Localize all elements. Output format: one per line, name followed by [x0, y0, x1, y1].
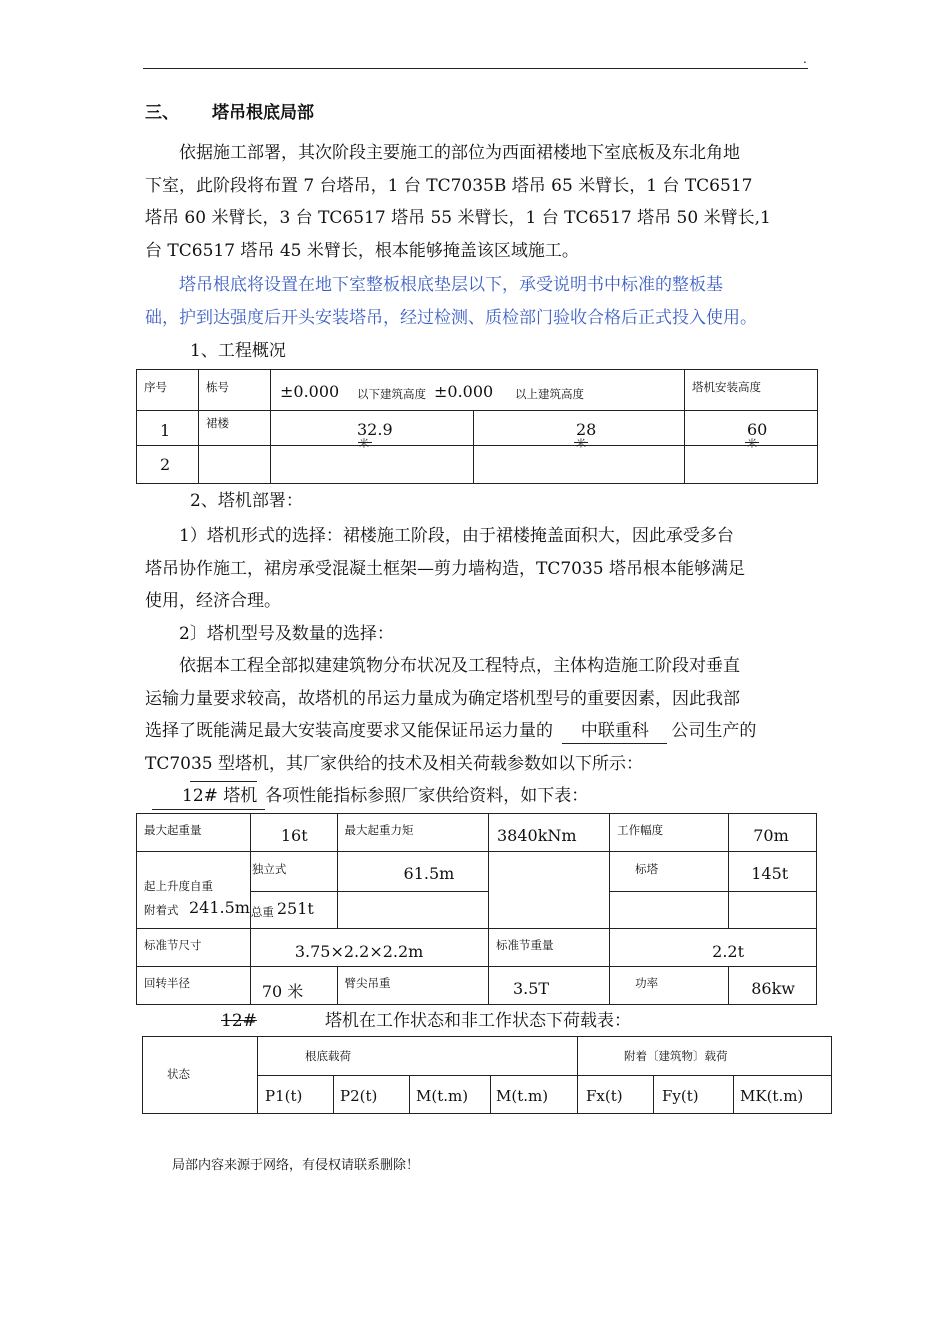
footer-note: 局部内容来源于网络，有侵权请联系删除！ — [172, 1158, 420, 1173]
p1-line: 塔吊 60 米臂长，3 台 TC6517 塔吊 55 米臂长，1 台 TC6517 塔吊 50 米臂长,1 — [145, 208, 771, 228]
paragraph-3 — [145, 520, 809, 618]
sec-size: 3.75×2.2×2.2m — [250, 929, 488, 967]
tip: 3.5T — [488, 967, 609, 1005]
range: 70m — [729, 814, 817, 852]
paragraph-6: 12# 塔机 各项性能指标参照厂家供给资料，如下表： — [152, 780, 812, 813]
col-fx: Fx(t) — [578, 1076, 654, 1114]
sec-weight: 2.2t — [610, 929, 817, 967]
attach-load-label: 附着〔建筑物〕载荷 — [578, 1037, 832, 1076]
col-p1: P1(t) — [258, 1076, 334, 1114]
p3-line: 1）塔机形式的选择：裙楼施工阶段，由于裙楼掩盖面积大，因此承受多台 — [179, 526, 734, 546]
std-val: 145t — [729, 852, 817, 892]
state-label: 状态 — [143, 1037, 258, 1114]
paragraph-1 — [145, 137, 809, 267]
crane-spec-table — [136, 813, 817, 1005]
p1-line: 台 TC6517 塔吊 45 米臂长，根本能够掩盖该区域施工。 — [145, 240, 579, 261]
row1-below: 32.9 米 — [271, 411, 474, 446]
th-no: 序号 — [137, 370, 199, 411]
row1-no: 1 — [137, 411, 199, 446]
free-val: 61.5m — [337, 852, 488, 892]
crane-number: 12# 塔机 — [152, 784, 265, 810]
th-crane-height: 塔机安装高度 — [685, 370, 818, 411]
blank-cell — [488, 852, 609, 929]
header-rule — [143, 68, 808, 69]
row1-building: 裙楼 — [199, 411, 271, 446]
project-overview-table — [136, 369, 818, 484]
max-moment: 3840kNm — [488, 814, 609, 852]
heading-deploy: 2、塔机部署： — [190, 491, 303, 511]
power: 86kw — [729, 967, 817, 1005]
heading-overview: 1、工程概况 — [190, 341, 286, 361]
section-title: 塔吊根底局部 — [212, 103, 314, 123]
std-label: 标塔 — [610, 852, 729, 892]
th-building: 栋号 — [199, 370, 271, 411]
section-number: 三、 — [145, 103, 179, 123]
max-moment-label: 最大起重力矩 — [337, 814, 488, 852]
max-load: 16t — [250, 814, 337, 852]
p3-line: 塔吊协作施工，裙房承受混凝土框架—剪力墙构造，TC7035 塔吊根本能够满足 — [145, 558, 746, 579]
paragraph-4: 2〕塔机型号及数量的选择： — [179, 624, 394, 644]
row2-below — [271, 446, 474, 484]
p5-line: 依据本工程全部拟建建筑物分布状况及工程特点，主体构造施工阶段对垂直 — [179, 656, 740, 676]
row2-no: 2 — [137, 446, 199, 484]
row1-above: 28 米 — [474, 411, 685, 446]
p2-line: 塔吊根底将设置在地下室整板根底垫层以下，承受说明书中标准的整板基 — [179, 275, 723, 295]
crane-number-2: 12# — [221, 1011, 257, 1031]
radius-label: 回转半径 — [137, 967, 251, 1005]
total-blank — [337, 892, 488, 929]
free-label: 独立式 — [250, 852, 337, 892]
p2-line: 础，护到达强度后开头安装塔吊，经过检测、质检部门验收合格后正式投入使用。 — [145, 307, 757, 328]
total-cell: 总重 251t — [250, 892, 337, 929]
header-dot: . — [803, 52, 807, 66]
paragraph-2 — [145, 269, 809, 334]
p5-line: 选择了既能满足最大安装高度要求又能保证吊运力量的 中联重科 公司生产的 — [145, 715, 809, 748]
radius: 70 米 — [250, 967, 337, 1005]
row2-building — [199, 446, 271, 484]
sec-size-label: 标准节尺寸 — [137, 929, 251, 967]
paragraph-7: 12# 塔机在工作状态和非工作状态下荷载表： — [181, 1005, 821, 1038]
max-load-label: 最大起重量 — [137, 814, 251, 852]
p1-line: 下室，此阶段将布置 7 台塔吊，1 台 TC7035B 塔吊 65 米臂长，1 台 TC6517 — [145, 175, 753, 196]
p5-line: TC7035 型塔机，其厂家供给的技术及相关荷载参数如以下所示： — [145, 753, 644, 774]
p3-line: 使用，经济合理。 — [145, 591, 281, 611]
col-mk: MK(t.m) — [734, 1076, 832, 1114]
sec-weight-label: 标准节重量 — [488, 929, 609, 967]
lift-cell: 起上升度自重 附着式 241.5m — [137, 852, 251, 929]
col-p2: P2(t) — [334, 1076, 410, 1114]
paragraph-5 — [145, 650, 809, 780]
col-m2: M(t.m) — [491, 1076, 578, 1114]
load-table — [142, 1036, 832, 1114]
row2-above — [474, 446, 685, 484]
p5-line: 运输力量要求较高，故塔机的吊运力量成为确定塔机型号的重要因素，因此我部 — [145, 688, 740, 709]
th-heights: ±0.000 以下建筑高度 ±0.000 以上建筑高度 — [271, 370, 685, 411]
power-label: 功率 — [610, 967, 729, 1005]
tip-label: 臂尖吊重 — [337, 967, 488, 1005]
row2-crane — [685, 446, 818, 484]
strike-mark — [745, 442, 759, 443]
range-label: 工作幅度 — [610, 814, 729, 852]
strike-mark — [574, 442, 588, 443]
col-m1: M(t.m) — [410, 1076, 491, 1114]
manufacturer-name: 中联重科 — [562, 719, 667, 744]
col-fy: Fy(t) — [654, 1076, 734, 1114]
strike-mark — [358, 442, 372, 443]
row1-crane: 60 米 — [685, 411, 818, 446]
base-load-label: 根底载荷 — [258, 1037, 578, 1076]
blank-a — [610, 892, 729, 929]
blank-b — [729, 892, 817, 929]
p1-line: 依据施工部署，其次阶段主要施工的部位为西面裙楼地下室底板及东北角地 — [179, 143, 740, 163]
